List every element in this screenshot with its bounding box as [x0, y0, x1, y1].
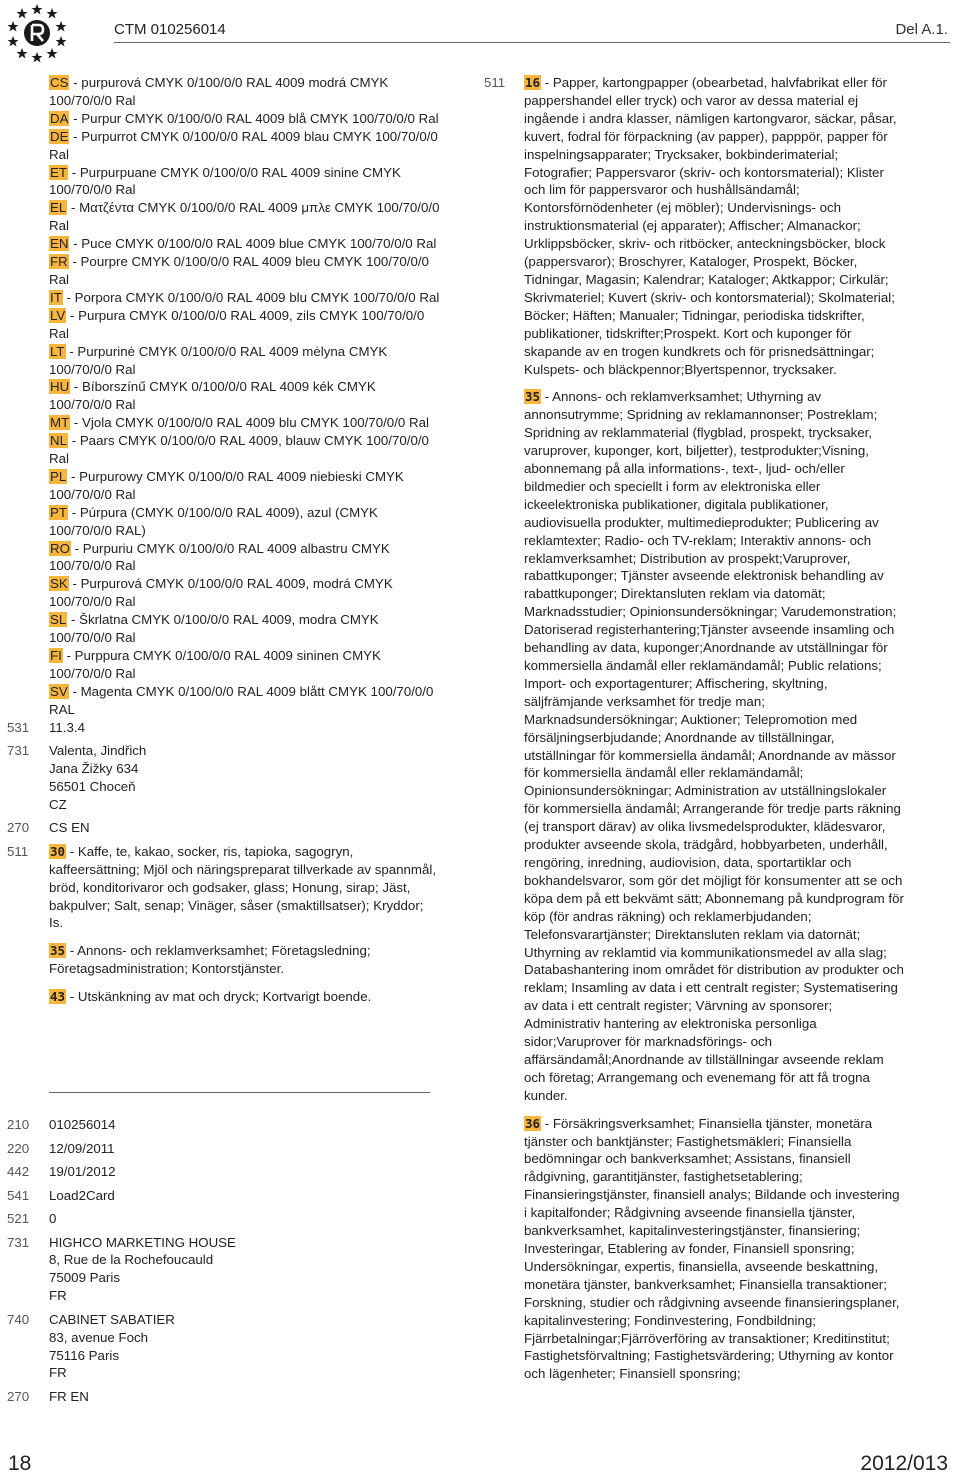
field-row — [0, 719, 440, 737]
field-line: 75116 Paris — [49, 1347, 119, 1363]
field-value — [49, 1388, 440, 1406]
colour-entry: PT - Púrpura (CMYK 0/100/0/0 RAL 4009), azul (CMYK 100/70/0/0 RAL) — [49, 504, 378, 538]
language-code: HU — [50, 379, 70, 395]
document-number: CTM 010256014 — [114, 21, 226, 38]
language-code: SV — [50, 683, 68, 699]
fields-upper — [0, 719, 440, 838]
colour-entry: EN - Puce CMYK 0/100/0/0 RAL 4009 blue CMYK 100/70/0/0 Ral — [50, 236, 437, 252]
field-row — [0, 1311, 440, 1383]
class-list — [524, 74, 904, 1393]
language-code: FR — [50, 254, 68, 270]
field-code: 740 — [7, 1311, 30, 1327]
field-code: 210 — [7, 1117, 30, 1132]
field-line: FR — [49, 1365, 67, 1381]
class-entry: 16 - Papper, kartongpapper (obearbetad, halvfabrikat eller för pappershandel eller tryck) och varor av dessa material ej ingående i andra klasser, nämligen kartongvaror, säckar, påsar, kuvert, fodral för förpackning (av papper), pappрör, papper för inspelningsapparater; Trycksaker, bokbinderimaterial; Fotografier; Pappersvaror (skriv- och kontorsmaterial); Klister och lim för pappersvaror och hushållsändamål; Kontorsförnödenheter (ej möbler); Undervisnings- och instruktionsmaterial (ej apparater); Affischer; Almanackor; Urklippsböcker, skriv- och ritböcker, anteckningsböcker, block (pappersvaror); Broschyrer, Kataloger, Prospekt, Böcker, Tidningar, Magasin; Kalendrar; Kataloger; Aktkappor; Cirkulär; Skrivmateriel; Kuvert (skriv- och kontorsmaterial); Skolmaterial; Böcker; Häften; Manualer; Tidningar, periodiska tidskrifter, publikationer, tidskrifter;Prospekt. Kort och kuponger för skapande av en trogen kundkrets och för prisnedsättningar; Kulspets- och bläckpennor;Blyertspennor, trycksaker. — [524, 75, 897, 377]
issue-number: 2012/013 — [860, 1452, 948, 1475]
class-entry: 35 - Annons- och reklamverksamhet; Företagsledning; Företagsadministration; Kontorstjänster. — [49, 943, 371, 977]
colour-entry: LT - Purpurinė CMYK 0/100/0/0 RAL 4009 mėlyna CMYK 100/70/0/0 Ral — [49, 343, 388, 377]
colour-entry: DE - Purpurrot CMYK 0/100/0/0 RAL 4009 blau CMYK 100/70/0/0 Ral — [49, 128, 438, 162]
field-line: Valenta, Jindřich — [49, 743, 147, 759]
language-code: LT — [50, 343, 65, 359]
field-value — [49, 742, 440, 814]
colour-list — [49, 74, 440, 719]
goods-services-field — [484, 74, 904, 1393]
field-row — [0, 1163, 440, 1181]
field-line: Jana Žižky 634 — [49, 761, 139, 777]
field-code: 270 — [7, 1388, 30, 1404]
colour-entry: SK - Purpurová CMYK 0/100/0/0 RAL 4009, modrá CMYK 100/70/0/0 Ral — [49, 576, 393, 610]
class-list — [49, 843, 440, 1016]
page-number: 18 — [8, 1452, 32, 1475]
colour-entry: IT - Porpora CMYK 0/100/0/0 RAL 4009 blu CMYK 100/70/0/0 Ral — [50, 289, 440, 305]
class-entry: 36 - Försäkringsverksamhet; Finansiella tjänster, monetära tjänster och banktjänster; Fastighetsmäkleri; Finansiella bedömningar och bankverksamhet; Assistans, finansiell rådgivning, garantitjänster, fastighetsetablering; Finansieringstjänster, finansiell analys; Bildande och investering i kapitalfonder; Rådgivning avseende finansiella tjänster, bankverksamhet, kapitalinvesteringstjänster, finansiering; Investeringar, Etablering av fonder, Finansiell sponsring; Undersökningar, expertis, finansiella, avseende beskattning, monetära tjänster, bankverksamhet; Finansiella transaktioner; Forskning, studier och rådgivning avseende finansieringsplaner, kapitalinvestering; Fondinvestering, Fondbildning; Fjärrbetalningar;Fjärröverföring av transaktioner; Kreditinstitut; Fastighetsförvaltning; Fastighetsvärdering; Uthyrning av kontor och lägenheter; Finansiell sponsring; — [524, 1115, 900, 1382]
colour-entry: DA - Purpur CMYK 0/100/0/0 RAL 4009 blå CMYK 100/70/0/0 Ral — [50, 110, 439, 126]
class-number: 16 — [525, 75, 541, 90]
colour-entry: MT - Vjola CMYK 0/100/0/0 RAL 4009 blu CMYK 100/70/0/0 Ral — [50, 415, 429, 431]
language-code: LV — [50, 307, 66, 323]
field-value — [49, 1210, 440, 1228]
field-row — [0, 1140, 440, 1158]
colour-entry: SL - Škrlatna CMYK 0/100/0/0 RAL 4009, modra CMYK 100/70/0/0 Ral — [49, 612, 379, 646]
field-line: 56501 Choceň — [49, 778, 136, 794]
language-code: NL — [50, 433, 67, 449]
left-column — [0, 74, 440, 1016]
euipo-logo — [6, 2, 68, 64]
colour-entry: FI - Purppura CMYK 0/100/0/0 RAL 4009 sininen CMYK 100/70/0/0 Ral — [49, 648, 381, 681]
language-code: IT — [50, 289, 62, 305]
field-code: 541 — [7, 1187, 30, 1203]
fields-lower — [0, 1116, 440, 1411]
colour-entry: NL - Paars CMYK 0/100/0/0 RAL 4009, blauw CMYK 100/70/0/0 Ral — [49, 433, 429, 467]
separator-rule — [49, 1092, 430, 1093]
field-value — [49, 1163, 440, 1181]
field-value — [49, 1187, 440, 1205]
language-code: FI — [50, 648, 62, 663]
colour-entry: PL - Purpurowy CMYK 0/100/0/0 RAL 4009 niebieski CMYK 100/70/0/0 Ral — [49, 468, 404, 502]
field-line: 83, avenue Foch — [49, 1329, 149, 1345]
field-line: 19/01/2012 — [49, 1164, 116, 1179]
colour-entry: ET - Purpurpuane CMYK 0/100/0/0 RAL 4009 sinine CMYK 100/70/0/0 Ral — [49, 164, 401, 198]
language-code: EL — [50, 200, 67, 216]
language-code: DE — [50, 128, 69, 144]
language-code: DA — [50, 110, 69, 126]
class-entry: 30 - Kaffe, te, kakao, socker, ris, tapioka, sagogryn, kaffeersättning; Mjöl och näringspreparat tillverkade av spannmål, bröd, konditorivaror och godsaker, glass; Honung, sirap; Jäst, bakpulver; Salt, senap; Vinäger, såser (smaktillsatser); Kryddor; Is. — [49, 843, 437, 931]
field-row — [0, 1210, 440, 1228]
field-line: 8, Rue de la Rochefoucauld — [49, 1252, 214, 1268]
field-value — [49, 719, 440, 737]
colour-entry: LV - Purpura CMYK 0/100/0/0 RAL 4009, zils CMYK 100/70/0/0 Ral — [49, 307, 425, 341]
field-line: 12/09/2011 — [49, 1140, 115, 1156]
colour-entry: HU - Bíborszínű CMYK 0/100/0/0 RAL 4009 kék CMYK 100/70/0/0 Ral — [49, 379, 376, 413]
language-code: SL — [50, 612, 67, 628]
field-row — [0, 1388, 440, 1406]
field-code: 521 — [7, 1211, 30, 1226]
language-code: CS — [50, 75, 69, 90]
field-code: 220 — [7, 1140, 30, 1156]
colour-entry: FR - Pourpre CMYK 0/100/0/0 RAL 4009 bleu CMYK 100/70/0/0 Ral — [49, 254, 429, 287]
field-value — [49, 819, 440, 837]
class-number: 35 — [50, 943, 66, 959]
colour-entry: RO - Purpuriu CMYK 0/100/0/0 RAL 4009 albastru CMYK 100/70/0/0 Ral — [49, 540, 390, 574]
field-code: 731 — [7, 743, 30, 759]
section-label: Del A.1. — [895, 21, 948, 38]
language-code: PL — [50, 468, 67, 484]
class-entry: 35 - Annons- och reklamverksamhet; Uthyrning av annonsutrymme; Spridning av reklamannonser; Postreklam; Spridning av reklammaterial (flygblad, prospekt, trycksaker, varuprover, kuponger, kort, biljetter), testprodukter;Visning, abonnemang på alla informations-, text-, ljud- och/eller bildmedier och speciellt i form av elektroniska eller ickeelektroniska publikationer, digitala publikationer, audiovisuella produkter, multimedieprodukter; Publicering av reklamtexter; Radio- och TV-reklam; Interaktiv annons- och reklamverksamhet; Distribution av prospekt;Varuprover, rabattkuponger; Tjänster avseende elektronisk behandling av rabattkuponger; Direktansluten reklam via datomät; Marknadsstudier; Opinionsundersökningar; Varudemonstration; Datoriserad registerhantering;Tjänster avseende insamling och behandling av data, kuponger;Anordnande av utställningar för kommersiella ändamål eller reklamändamål; Public relations; Import- och exportagenturer; Affischering, skyltning, säljfrämjande verksamhet för tredje man; Marknadsundersökningar; Auktioner; Telepromotion med försäljningserbjudande; Anordnande av tillställningar, utställningar för kommersiella ändamål; Anordnande av mässor för kommersiella ändamål eller reklamändamål; Opinionsundersökningar; Administration av utställningslokaler för kommersiella ändamål; Arrangerande för tredje parts räkning (ej transport därav) av olika livsmedelsprodukter, klädesvaror, produkter avseende skola, trädgård, hobbyarbeten, underhåll, rengöring, inredning, audiovision, data, sportartiklar och bokhandelsvaror, som gör det möjligt för konsumenter att se och köpa dem på ett bekvämt sätt; Abonnemang på kundprogram för köp (för andras räkning) och reklamerbjudanden; Telefonsvarartjänster; Direktansluten reklam via datornät; Uthyrning av reklamtid via kommunikationsmedel av alla slag; Databashantering inom området för distribution av produkter och reklam; Insamling av data i ett centralt register; Systematisering av data i ett centralt register; Värvning av sponsorer; Administrativ hantering av elektroniska personliga sidor;Varuprover för marknadsförings- och affärsändamål;Anordnande av tillställningar avseende reklam och företag; Arrangemang och evenemang för att få trogna kunder. — [524, 389, 904, 1103]
goods-services-field — [0, 843, 440, 1016]
field-value — [49, 1116, 440, 1134]
field-line: 0 — [49, 1211, 57, 1226]
field-line: CABINET SABATIER — [49, 1311, 175, 1327]
colour-entry: CS - purpurová CMYK 0/100/0/0 RAL 4009 modrá CMYK 100/70/0/0 Ral — [49, 75, 389, 108]
header-rule — [114, 42, 950, 43]
field-line: FR EN — [49, 1388, 89, 1404]
right-column — [484, 74, 904, 1393]
colour-claim-field — [0, 74, 440, 719]
field-line: 75009 Paris — [49, 1270, 120, 1286]
field-line: CZ — [49, 796, 67, 812]
language-code: ET — [50, 164, 67, 180]
field-code: 511 — [7, 843, 29, 859]
field-value — [49, 1234, 440, 1306]
language-code: SK — [50, 576, 68, 592]
field-row — [0, 1234, 440, 1306]
field-row — [0, 819, 440, 837]
class-entry: 43 - Utskänkning av mat och dryck; Kortvarigt boende. — [50, 989, 372, 1005]
field-code: 531 — [7, 719, 30, 735]
field-code: 511 — [484, 75, 506, 90]
field-line: FR — [49, 1288, 67, 1304]
field-line: CS EN — [49, 820, 90, 836]
language-code: RO — [50, 540, 70, 556]
field-code: 270 — [7, 820, 30, 836]
class-number: 43 — [50, 989, 66, 1005]
class-number: 36 — [525, 1115, 541, 1131]
field-line: HIGHCO MARKETING HOUSE — [49, 1234, 236, 1250]
field-code: 731 — [7, 1234, 30, 1250]
field-row — [0, 1187, 440, 1205]
language-code: PT — [50, 504, 67, 520]
field-value — [49, 1140, 440, 1158]
field-row — [0, 1116, 440, 1134]
field-value — [49, 1311, 440, 1383]
language-code: MT — [50, 415, 70, 431]
field-code: 442 — [7, 1164, 30, 1179]
colour-entry: EL - Ματζέντα CMYK 0/100/0/0 RAL 4009 μπλε CMYK 100/70/0/0 Ral — [49, 200, 440, 234]
colour-entry: SV - Magenta CMYK 0/100/0/0 RAL 4009 blått CMYK 100/70/0/0 RAL — [49, 683, 434, 717]
field-row — [0, 742, 440, 814]
class-number: 30 — [50, 843, 66, 859]
class-number: 35 — [525, 389, 541, 405]
field-line: Load2Card — [49, 1187, 115, 1203]
language-code: EN — [50, 236, 69, 252]
field-line: 010256014 — [49, 1117, 116, 1132]
field-line: 11.3.4 — [49, 719, 85, 735]
